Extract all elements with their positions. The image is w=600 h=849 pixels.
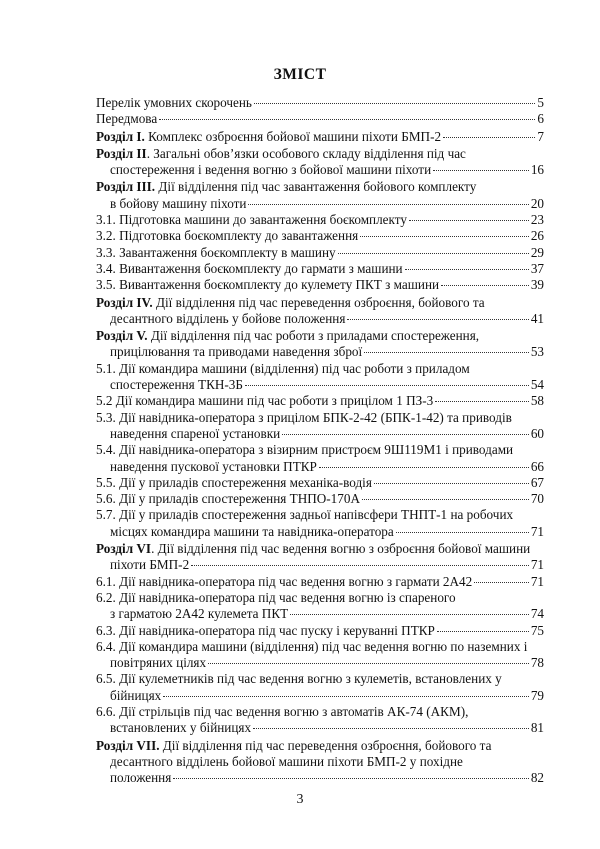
toc-entry-line: 3.2. Підготовка боєкомплекту до завантаження [96,228,359,244]
toc-entry-line: спостереження і ведення вогню з бойової машини піхоти [110,162,432,178]
toc-entry-line: спостереження ТКН-3Б [110,377,243,393]
toc-entry-line: 5.1. Дії командира машини (відділення) під час роботи з приладом [96,360,470,376]
toc-entry[interactable] [96,442,544,475]
toc-entry[interactable] [96,507,544,540]
toc-entry-text [110,162,431,178]
toc-entry-text [96,475,372,491]
leader-dots [208,663,529,664]
leader-dots [163,696,529,697]
toc-entry[interactable] [96,590,544,623]
leader-dots [254,103,535,104]
toc-entry-line: з гарматою 2А42 кулемета ПКТ [110,606,289,622]
toc-entry-text [96,245,336,261]
toc-entry-line: . Загальні обов’язки особового складу відділення під час [146,145,466,161]
toc-entry-line: 6.3. Дії навідника-оператора під час пуску і керуванні ПТКР [96,622,435,638]
toc-entry-line: 5.2 Дії командира машини під час роботи з прицілом 1 ПЗ-3 [96,393,434,409]
toc-entry-text [96,574,472,590]
toc-page-number: 39 [530,277,544,293]
toc-entry-text [96,277,439,293]
toc-entry-line: . Дії відділення під час ведення вогню з озброєння бойової машини [151,541,531,557]
toc-entry[interactable] [96,179,544,212]
toc-page-number: 74 [530,606,544,622]
toc-entry-text [96,361,470,376]
toc-entry[interactable] [96,129,544,145]
toc-entry-line: Передмова [96,111,158,127]
toc-chapter-prefix: Розділ VI [96,541,152,557]
toc-chapter-prefix: Розділ VII. [96,737,160,753]
toc-entry[interactable] [96,475,544,491]
leader-dots [338,253,529,254]
toc-entry[interactable] [96,228,544,244]
toc-page-number: 81 [530,720,544,736]
toc-page-number: 20 [530,195,544,211]
toc-title: ЗМІСТ [273,66,327,83]
toc-entry[interactable] [96,111,544,127]
toc-entry-line: місцях командира машини та навідника-оператора [110,523,394,539]
toc-entry-text [110,606,288,622]
toc-entry-line: 5.4. Дії навідника-оператора з візирним пристроєм 9Ш119М1 і приводами [96,442,514,458]
leader-dots [159,119,535,120]
toc-page-number: 79 [530,687,544,703]
toc-entry-text [96,639,527,654]
leader-dots [245,385,529,386]
toc-entry-line: наведення пускової установки ПТКР [110,458,317,474]
toc-entry-line: 5.7. Дії у приладів спостереження задньої напівсфери ТНПТ-1 на робочих [96,507,514,523]
toc-entry-line: 3.4. Вивантаження боєкомплекту до гармати з машини [96,260,403,276]
toc-entry-text [96,491,360,507]
toc-entry-line: 3.1. Підготовка машини до завантаження боєкомплекту [96,212,407,228]
toc-page-number: 54 [530,377,544,393]
leader-dots [364,352,529,353]
leader-dots [441,285,529,286]
toc-entry-text [96,507,513,522]
toc-entry-line: 6.4. Дії командира машини (відділення) під час ведення вогню по наземних і [96,638,528,654]
toc-page-number: 26 [530,228,544,244]
leader-dots [253,728,529,729]
leader-dots [374,483,529,484]
leader-dots [433,170,529,171]
toc-entry-text [96,111,157,127]
leader-dots [290,614,529,615]
toc-entry[interactable] [96,212,544,228]
toc-page-number: 29 [530,244,544,260]
toc-entry-text [110,426,280,442]
toc-entry[interactable] [96,541,544,574]
toc-entry[interactable] [96,146,544,179]
toc-entry[interactable] [96,393,544,409]
toc-entry-line: 5.6. Дії у приладів спостереження ТНПО-170А [96,491,360,507]
toc-entry-text [110,655,206,671]
toc-entry[interactable] [96,328,544,361]
toc-entry[interactable] [96,245,544,261]
toc-page-number: 60 [530,425,544,441]
table-of-contents [96,95,544,786]
leader-dots [347,319,528,320]
toc-page-number: 82 [530,770,544,786]
leader-dots [191,565,529,566]
leader-dots [319,467,529,468]
leader-dots [437,631,529,632]
toc-entry-text [96,442,513,457]
toc-entry[interactable] [96,361,544,394]
toc-entry[interactable] [96,277,544,293]
toc-entry-line: 5.5. Дії у приладів спостереження механіка-водія [96,474,372,490]
toc-entry[interactable] [96,574,544,590]
toc-chapter-prefix: Розділ ІІ [96,145,147,161]
toc-entry-text [96,623,435,639]
toc-page-number: 6 [537,111,544,127]
toc-entry[interactable] [96,639,544,672]
toc-entry-line: Комплекс озброєння бойової машини піхоти БМП-2 [144,128,442,144]
toc-page-number: 78 [530,655,544,671]
toc-entry-line: десантного відділень у бойове положення [110,310,346,326]
leader-dots [474,582,529,583]
toc-entry-line: 3.5. Вивантаження боєкомплекту до кулемету ПКТ з машини [96,277,440,293]
leader-dots [173,778,529,779]
toc-entry[interactable] [96,95,544,111]
toc-entry-text [96,410,512,425]
toc-entry-line: Дії відділення під час роботи з приладами спостереження, [147,328,480,344]
toc-page-number: 41 [530,310,544,326]
page-number: 3 [296,792,304,807]
toc-entry-text [96,295,485,310]
toc-entry-line: Дії відділення під час переведення озброєння, бойового та [159,737,492,753]
toc-entry-line: Перелік умовних скорочень [96,95,252,110]
toc-entry-text [110,688,161,704]
toc-page-number: 71 [530,557,544,573]
leader-dots [443,137,535,138]
toc-entry-text [96,541,530,556]
toc-page-number: 37 [530,260,544,276]
toc-entry-line: встановлених у бійницях [110,720,252,736]
toc-page-number: 53 [530,344,544,360]
toc-entry-line: повітряних цілях [110,655,207,671]
toc-entry-text [110,754,463,769]
toc-entry-line: в бойову машину піхоти [110,195,247,211]
toc-entry-line: десантного відділень бойової машини піхоти БМП-2 у похідне [110,753,463,769]
toc-entry-line: бійницях [110,687,162,703]
toc-entry-text [96,704,468,719]
toc-entry-text [96,393,433,409]
toc-entry-line: прицілювання та приводами наведення зброї [110,344,363,360]
toc-chapter-prefix: Розділ IV. [96,294,153,310]
leader-dots [409,220,529,221]
toc-entry-line: 6.6. Дії стрільців під час ведення вогню з автоматів АК-74 (АКМ), [96,703,469,719]
toc-page-number: 7 [537,128,544,144]
toc-page-number: 16 [530,162,544,178]
toc-entry-line: піхоти БМП-2 [110,557,190,573]
toc-entry-text [96,328,479,343]
toc-entry-text [96,671,502,686]
toc-page-number: 75 [530,622,544,638]
toc-page-number: 70 [530,491,544,507]
toc-entry[interactable] [96,623,544,639]
toc-page-number: 67 [530,474,544,490]
toc-chapter-prefix: Розділ ІІІ. [96,179,156,195]
toc-entry-line: 5.3. Дії навідника-оператора з прицілом БПК-2-42 (БПК-1-42) та приводів [96,409,512,425]
toc-entry-text [110,720,251,736]
toc-entry-text [110,770,171,786]
toc-chapter-prefix: Розділ І. [96,128,145,144]
toc-entry-text [110,311,345,327]
toc-entry-line: Дії відділення під час переведення озброєння, бойового та [152,294,485,310]
leader-dots [405,269,529,270]
toc-entry[interactable] [96,671,544,704]
toc-entry-line: 3.3. Завантаження боєкомплекту в машину [96,244,336,260]
leader-dots [282,434,529,435]
toc-entry-text [96,228,358,244]
toc-page-number: 58 [530,393,544,409]
toc-entry-text [110,459,317,475]
toc-entry-line: наведення спареної установки [110,425,281,441]
toc-page-number: 23 [530,212,544,228]
toc-entry[interactable] [96,704,544,737]
toc-entry-text [96,590,456,605]
toc-entry[interactable] [96,738,544,787]
toc-entry-text [110,196,246,212]
toc-entry-text [96,146,466,161]
toc-entry-text [96,179,476,194]
leader-dots [362,499,529,500]
toc-page-number: 66 [530,458,544,474]
toc-entry-text [96,129,441,145]
toc-entry-text [110,557,189,573]
leader-dots [248,204,528,205]
toc-entry-line: 6.2. Дії навідника-оператора під час ведення вогню із спареного [96,589,456,605]
toc-chapter-prefix: Розділ V. [96,328,148,344]
toc-entry-text [96,95,252,111]
toc-entry-text [96,212,407,228]
toc-entry[interactable] [96,410,544,443]
toc-entry-text [110,377,243,393]
leader-dots [396,532,529,533]
leader-dots [435,401,529,402]
toc-entry[interactable] [96,295,544,328]
toc-entry-text [110,524,394,540]
toc-entry[interactable] [96,261,544,277]
toc-page-number: 5 [537,95,544,110]
toc-entry-line: Дії відділення під час завантаження бойового комплекту [155,179,477,195]
leader-dots [360,236,529,237]
toc-entry-text [110,344,362,360]
toc-entry-text [96,261,403,277]
toc-entry-text [96,738,491,753]
toc-entry-line: 6.5. Дії кулеметників під час ведення вогню з кулеметів, встановлених у [96,671,502,687]
toc-entry-line: 6.1. Дії навідника-оператора під час ведення вогню з гармати 2А42 [96,573,473,589]
toc-page-number: 71 [530,573,544,589]
toc-entry[interactable] [96,491,544,507]
toc-entry-line: положення [110,770,172,786]
toc-page-number: 71 [530,523,544,539]
